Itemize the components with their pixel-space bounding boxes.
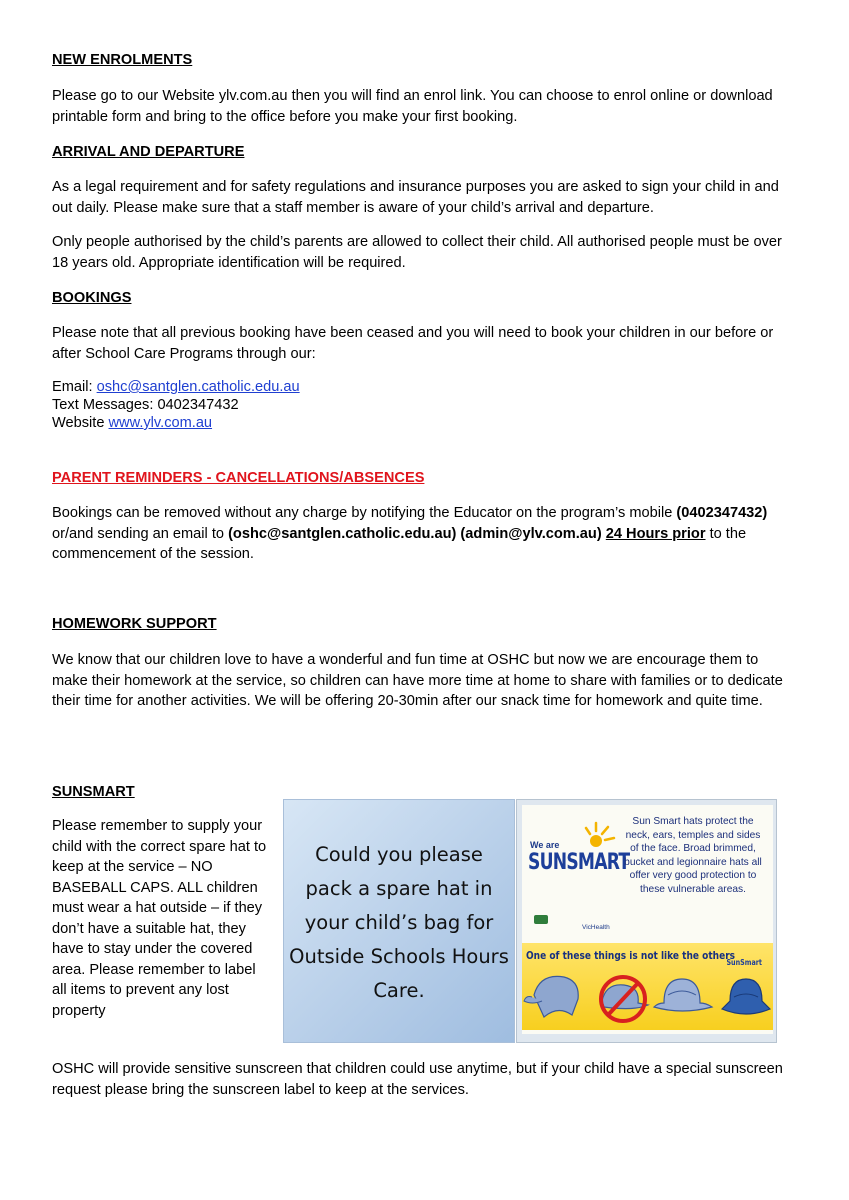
hat-reminder-poster	[283, 799, 515, 1043]
bookings-text: Please note that all previous booking have been ceased and you will need to book your children in our before or after School Care Programs through our:	[52, 325, 774, 362]
sunsmart-text: Please remember to supply your child with the correct spare hat to keep at the service – NO BASEBALL CAPS. ALL children must wear a hat outside – if they don’t have a suitable hat, they have to stay under the covered area. Please remember to label all items to prevent any lost property	[52, 818, 267, 1019]
legionnaire-hat-icon	[524, 976, 578, 1017]
hats-illustration	[522, 965, 773, 1031]
sunsmart-info-text: Sun Smart hats protect the neck, ears, temples and sides of the face. Broad brimmed, bucket and legionnaire hats all offer very good protection to these vulnerable areas.	[624, 816, 762, 895]
badge-icon	[534, 915, 548, 924]
sunsmart-poster	[516, 799, 777, 1043]
heading-homework-support: HOMEWORK SUPPORT	[52, 616, 217, 632]
no-baseball-cap-icon	[601, 977, 648, 1021]
heading-bookings: BOOKINGS	[52, 290, 132, 306]
website-link[interactable]: www.ylv.com.au	[108, 415, 213, 431]
broad-brim-hat-icon	[654, 979, 712, 1011]
sunsmart-poster-inner	[522, 805, 773, 1034]
we-are-label: We are	[530, 840, 560, 850]
odd-one-out-caption: One of these things is not like the others	[526, 949, 736, 962]
bucket-hat-icon	[722, 979, 770, 1014]
sun-icon	[584, 819, 618, 849]
email-link[interactable]: oshc@santglen.catholic.edu.au	[96, 379, 300, 395]
email-line: Email: oshc@santglen.catholic.edu.au	[52, 379, 300, 395]
vichealth-logo: VicHealth	[582, 924, 610, 931]
arrival-text-2: Only people authorised by the child’s parents are allowed to collect their child. All authorised people must be over 18 years old. Appropriate identification will be required.	[52, 234, 782, 271]
arrival-text-1: As a legal requirement and for safety regulations and insurance purposes you are asked to sign your child in and out daily. Please make sure that a staff member is aware of your child’s arrival and departure.	[52, 179, 779, 216]
sunsmart-small-logo: SunSmart	[726, 958, 762, 967]
new-enrolments-text: Please go to our Website ylv.com.au then you will find an enrol link. You can choose to enrol online or download printable form and bring to the office before you make your first booking.	[52, 88, 773, 125]
sunscreen-text: OSHC will provide sensitive sunscreen that children could use anytime, but if your child have a special sunscreen request please bring the sunscreen label to keep at the services.	[52, 1061, 783, 1098]
website-line: Website www.ylv.com.au	[52, 415, 213, 431]
hat-reminder-text: Could you please pack a spare hat in your child’s bag for Outside Schools Hours Care.	[289, 843, 509, 1002]
heading-sunsmart: SUNSMART	[52, 784, 135, 800]
heading-new-enrolments: NEW ENROLMENTS	[52, 52, 193, 68]
reminders-text: Bookings can be removed without any charge by notifying the Educator on the program’s mobile (0402347432) or/and sending an email to (oshc@santglen.catholic.edu.au) (admin@ylv.com.au) 24 Hours prior to the commencement of the session.	[52, 505, 768, 562]
heading-parent-reminders: PARENT REMINDERS - CANCELLATIONS/ABSENCES	[52, 470, 425, 486]
sms-line: Text Messages: 0402347432	[52, 397, 239, 413]
homework-text: We know that our children love to have a wonderful and fun time at OSHC but now we are encourage them to make their homework at the service, so children can have more time at home to share with families or to dedicate their time for another activities. We will be offering 20-30min after our snack time for homework and quite time.	[52, 652, 783, 709]
sunsmart-logo: SUNSMART	[528, 850, 630, 875]
contact-block	[52, 378, 797, 432]
heading-arrival-departure: ARRIVAL AND DEPARTURE	[52, 144, 245, 160]
